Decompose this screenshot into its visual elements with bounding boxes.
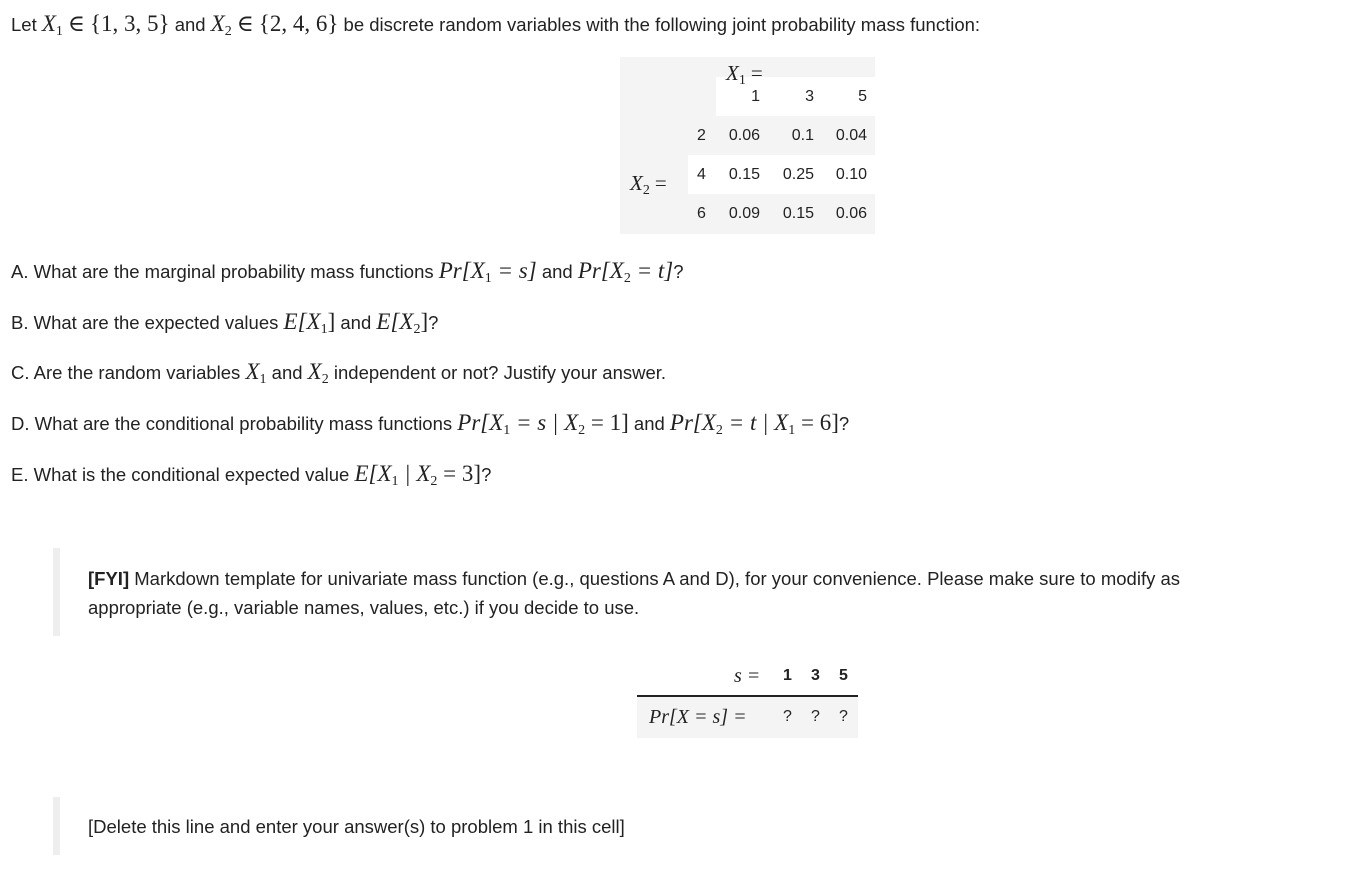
- question-a: A. What are the marginal probability mass functions $Pr[X_1 = s]$ and $Pr[X_2 = t]$?: [11, 258, 684, 286]
- intro-let: Let: [11, 14, 37, 35]
- answer-placeholder[interactable]: [Delete this line and enter your answer(s) to problem 1 in this cell]: [88, 816, 625, 837]
- fyi-note: [88, 564, 1334, 622]
- joint-col-header: 3: [805, 88, 814, 105]
- question-e-math-1: $E[X_1$ | $X_2 = 3$]: [354, 461, 482, 489]
- template-cell: ?: [783, 708, 792, 725]
- joint-row-label: 6: [697, 205, 706, 222]
- question-a-math-2: $Pr[X_2 = t]$: [577, 258, 674, 286]
- question-c: C. Are the random variables $X_1$ and $X_2$ independent or not? Justify your answer.: [11, 359, 667, 387]
- fyi-label: [FYI]: [88, 568, 130, 589]
- template-row-label: Pr[X = s] =: [649, 706, 747, 728]
- question-d-math-2: $Pr[X_2 = t$ | $X_1 = 6$]: [669, 410, 839, 438]
- joint-col-header: 5: [858, 88, 867, 105]
- intro-rest: be discrete random variables with the following joint probability mass function:: [343, 14, 981, 35]
- template-cell: ?: [811, 708, 820, 725]
- intro-x1-math: $X_1$ ∈ {1, 3, 5}: [41, 11, 170, 39]
- template-col-header: 1: [783, 667, 792, 684]
- joint-row-label: 2: [697, 127, 706, 144]
- intro-x2-math: $X_2$ ∈ {2, 4, 6}: [210, 11, 339, 39]
- question-a-math-1: $Pr[X_1 = s]$: [438, 258, 537, 286]
- joint-cell: 0.15: [782, 205, 814, 222]
- fyi-quote-bar: [53, 548, 60, 636]
- question-b-math-2: $E[X_2]$: [376, 309, 429, 337]
- question-d-math-1: $Pr[X_1 = s$ | $X_2 = 1$]: [457, 410, 629, 438]
- joint-cell: 0.06: [835, 205, 867, 222]
- joint-cell: 0.25: [782, 166, 814, 183]
- joint-col-variable: $X_1$ =: [726, 61, 763, 88]
- intro-text: [11, 11, 980, 38]
- template-pmf-table: [637, 656, 858, 738]
- joint-row-variable: $X_2$ =: [630, 171, 667, 198]
- fyi-line-2: appropriate (e.g., variable names, values, etc.) if you decide to use.: [88, 597, 640, 618]
- question-c-math-1: $X_1$: [245, 359, 267, 387]
- joint-cell: 0.15: [728, 166, 760, 183]
- joint-cell: 0.06: [728, 127, 760, 144]
- joint-cell: 0.09: [728, 205, 760, 222]
- intro-and: and: [174, 14, 206, 35]
- joint-row-label: 4: [697, 166, 706, 183]
- template-col-header: 5: [839, 667, 848, 684]
- joint-cell: 0.04: [835, 127, 867, 144]
- fyi-line-1: [FYI] Markdown template for univariate mass function (e.g., questions A and D), for your convenience. Please make sure to modify as: [88, 568, 1181, 589]
- question-c-math-2: $X_2$: [307, 359, 329, 387]
- answer-quote-bar: [53, 797, 60, 855]
- question-d: D. What are the conditional probability mass functions $Pr[X_1 = s$ | $X_2 = 1$] and $Pr[X_2 = t$ | $X_1 = 6$]?: [11, 410, 850, 438]
- joint-col-header: 1: [751, 88, 760, 105]
- template-header-label: s =: [734, 665, 761, 687]
- question-b: B. What are the expected values $E[X_1]$ and $E[X_2]$?: [11, 309, 439, 337]
- joint-cell: 0.1: [791, 127, 814, 144]
- template-col-header: 3: [811, 667, 820, 684]
- joint-cell: 0.10: [835, 166, 867, 183]
- template-cell: ?: [839, 708, 848, 725]
- question-e: E. What is the conditional expected value $E[X_1$ | $X_2 = 3$]?: [11, 461, 492, 489]
- joint-pmf-table: [620, 57, 875, 234]
- question-b-math-1: $E[X_1]$: [283, 309, 336, 337]
